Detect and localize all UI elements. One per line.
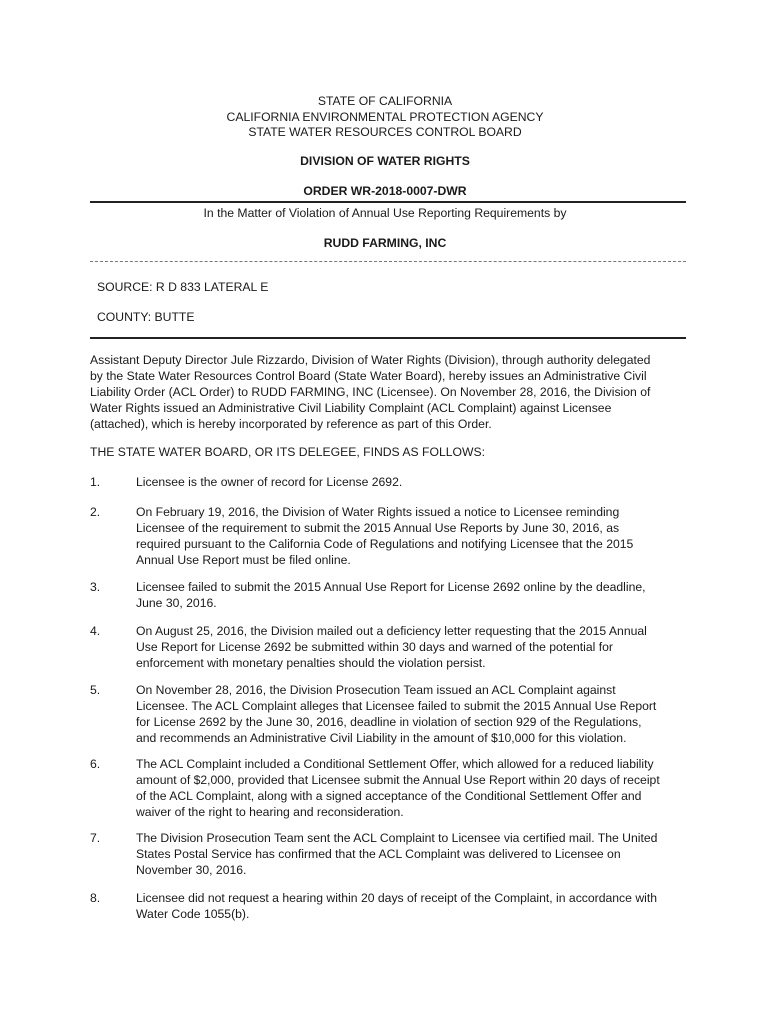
intro-line: Water Rights issued an Administrative Civil Liability Complaint (ACL Complaint) against Licensee (90, 401, 612, 415)
finding-number: 3. (90, 580, 101, 594)
header-board: STATE WATER RESOURCES CONTROL BOARD (248, 125, 522, 139)
finding-number: 2. (90, 505, 101, 519)
finding-text: Licensee did not request a hearing within 20 days of receipt of the Complaint, in accordance with Water Code 1055(b). (136, 891, 657, 921)
finding-text: Licensee failed to submit the 2015 Annual Use Report for License 2692 online by the deadline, June 30, 2016. (136, 580, 646, 610)
finding-number: 8. (90, 891, 101, 905)
finding-number: 6. (90, 757, 101, 771)
finding-text: The Division Prosecution Team sent the ACL Complaint to Licensee via certified mail. The United States Postal Service has confirmed that the ACL Complaint was delivered to Licensee on November 30, 2016. (136, 831, 658, 877)
intro-line: (attached), which is hereby incorporated by reference as part of this Order. (90, 417, 492, 431)
header-state: STATE OF CALIFORNIA (317, 94, 453, 108)
header-agency: CALIFORNIA ENVIRONMENTAL PROTECTION AGENCY (226, 110, 544, 124)
intro-paragraph (90, 352, 690, 432)
finding-text: On August 25, 2016, the Division mailed out a deficiency letter requesting that the 2015 Annual Use Report for License 2692 be submitted within 30 days and warned of the potential for enforcement with monetary penalties should the violation persist. (136, 624, 647, 670)
intro-line: Liability Order (ACL Order) to RUDD FARMING, INC (Licensee). On November 28, 2016, the Division of (90, 385, 651, 399)
finding-text: On February 19, 2016, the Division of Water Rights issued a notice to Licensee reminding Licensee of the requirement to submit the 2015 Annual Use Reports by June 30, 2016, as required pursuant to the California Code of Regulations and notifying Licensee that the 2015 Annual Use Report must be filed online. (136, 505, 634, 567)
matter-line: In the Matter of Violation of Annual Use Reporting Requirements by (203, 206, 567, 220)
finding-text: The ACL Complaint included a Conditional Settlement Offer, which allowed for a reduced liability amount of $2,000, provided that Licensee submit the Annual Use Report within 20 days of receipt of the ACL Complaint, along with a signed acceptance of the Conditional Settlement Offer and waiver of the right to hearing and reconsideration. (136, 757, 660, 819)
order-rule (90, 201, 686, 203)
order-number: ORDER WR-2018-0007-DWR (303, 184, 467, 198)
finding-number: 4. (90, 624, 101, 638)
county-field: COUNTY: BUTTE (97, 310, 195, 324)
division-title: DIVISION OF WATER RIGHTS (300, 154, 470, 168)
finding-number: 7. (90, 831, 101, 845)
finding-text: Licensee is the owner of record for License 2692. (136, 475, 403, 489)
source-field: SOURCE: R D 833 LATERAL E (97, 280, 269, 294)
findings-heading: THE STATE WATER BOARD, OR ITS DELEGEE, FINDS AS FOLLOWS: (90, 445, 486, 459)
party-divider (90, 261, 686, 262)
intro-line: by the State Water Resources Control Board (State Water Board), hereby issues an Administrative Civil (90, 369, 647, 383)
finding-number: 5. (90, 683, 101, 697)
fields-rule (90, 337, 686, 339)
finding-text: On November 28, 2016, the Division Prosecution Team issued an ACL Complaint against Licensee. The ACL Complaint alleges that Licensee failed to submit the 2015 Annual Use Report for License 2692 by the June 30, 2016, deadline in violation of section 929 of the Regulations, and recommends an Administrative Civil Liability in the amount of $10,000 for this violation. (136, 683, 657, 745)
intro-line: Assistant Deputy Director Jule Rizzardo, Division of Water Rights (Division), through authority delegated (90, 353, 651, 367)
party-name: RUDD FARMING, INC (323, 236, 447, 250)
finding-number: 1. (90, 475, 101, 489)
